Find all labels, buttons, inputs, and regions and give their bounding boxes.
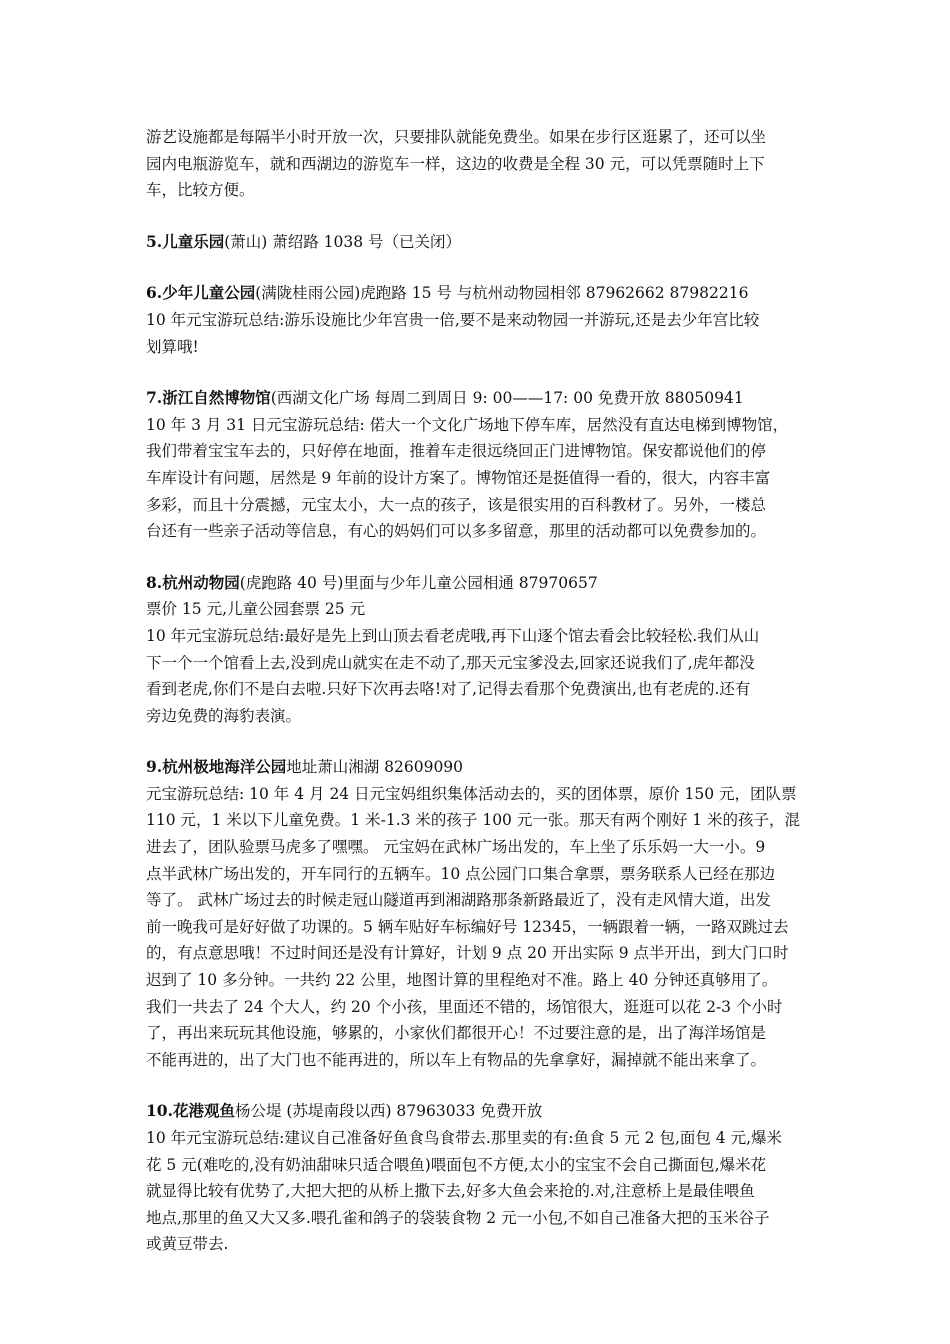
section-details: 地址萧山湘湖 82609090 bbox=[286, 758, 464, 777]
section-6-youth-park bbox=[146, 280, 926, 360]
text-line: 车，比较方便。 bbox=[146, 181, 255, 200]
text-line: 我们一共去了 24 个大人，约 20 个小孩，里面还不错的，场馆很大，逛逛可以花 2-3 个小时 bbox=[146, 997, 783, 1016]
section-title: 花港观鱼 bbox=[172, 1101, 235, 1121]
document-page bbox=[146, 124, 926, 1258]
section-title: 少年儿童公园 bbox=[162, 283, 256, 303]
text-line: 下一个一个馆看上去,没到虎山就实在走不动了,那天元宝爹没去,回家还说我们了,虎年都没 bbox=[146, 653, 755, 672]
text-line: 花 5 元(难吃的,没有奶油甜味只适合喂鱼)喂面包不方便,太小的宝宝不会自己撕面包,爆米花 bbox=[146, 1155, 767, 1174]
text-line: 游艺设施都是每隔半小时开放一次，只要排队就能免费坐。如果在步行区逛累了，还可以坐 bbox=[146, 128, 767, 146]
text-line: 园内电瓶游览车，就和西湖边的游览车一样，这边的收费是全程 30 元，可以凭票随时上下 bbox=[146, 154, 765, 173]
section-title: 杭州动物园 bbox=[162, 572, 240, 592]
text-line: 地点,那里的鱼又大又多.喂孔雀和鸽子的袋装食物 2 元一小包,不如自己准备大把的玉米谷子 bbox=[146, 1208, 770, 1227]
section-heading bbox=[146, 385, 926, 412]
section-10-flower-harbor bbox=[146, 1098, 926, 1258]
section-details: (虎跑路 40 号)里面与少年儿童公园相通 87970657 bbox=[239, 573, 598, 592]
section-number: 10. bbox=[146, 1101, 173, 1121]
text-line: 前一晚我可是好好做了功课的。5 辆车贴好车标编好号 12345，一辆跟着一辆，一路双跳过去 bbox=[146, 917, 789, 936]
text-line: 10 年元宝游玩总结:游乐设施比少年宫贵一倍,要不是来动物园一并游玩,还是去少年宫比较 bbox=[146, 310, 760, 329]
text-line: 划算哦! bbox=[146, 337, 199, 356]
intro-paragraph bbox=[146, 124, 926, 204]
section-number: 7. bbox=[146, 388, 163, 408]
text-line: 多彩，而且十分震撼，元宝太小，大一点的孩子，该是很实用的百科教材了。另外，一楼总 bbox=[146, 495, 767, 514]
text-line: 10 年元宝游玩总结:建议自己准备好鱼食鸟食带去.那里卖的有:鱼食 5 元 2 包,面包 4 元,爆米 bbox=[146, 1129, 783, 1147]
text-line: 迟到了 10 多分钟。一共约 22 公里，地图计算的里程绝对不准。路上 40 分钟还真够用了。 bbox=[146, 971, 778, 990]
text-line: 10 年 3 月 31 日元宝游玩总结: 偌大一个文化广场地下停车库，居然没有直达电梯到博物馆， bbox=[146, 415, 789, 434]
section-title: 杭州极地海洋公园 bbox=[162, 757, 287, 777]
section-number: 8. bbox=[146, 572, 163, 592]
text-line: 旁边免费的海豹表演。 bbox=[146, 706, 302, 725]
section-details: (满陇桂雨公园)虎跑路 15 号 与杭州动物园相邻 87962662 87982216 bbox=[255, 284, 749, 303]
section-9-ocean-park bbox=[146, 754, 926, 1073]
text-line: 点半武林广场出发的，开车同行的五辆车。10 点公园门口集合拿票，票务联系人已经在那边 bbox=[146, 864, 776, 883]
text-line: 就显得比较有优势了,大把大把的从桥上撒下去,好多大鱼会来抢的.对,注意桥上是最佳喂鱼 bbox=[146, 1182, 755, 1201]
text-line: 票价 15 元,儿童公园套票 25 元 bbox=[146, 600, 366, 619]
section-number: 6. bbox=[146, 283, 163, 303]
text-line: 我们带着宝宝车去的，只好停在地面，推着车走很远绕回正门进博物馆。保安都说他们的停 bbox=[146, 442, 767, 461]
section-title: 浙江自然博物馆 bbox=[162, 388, 271, 408]
section-title: 儿童乐园 bbox=[162, 231, 225, 251]
section-heading bbox=[146, 754, 926, 781]
section-heading bbox=[146, 1098, 926, 1125]
text-line: 了，再出来玩玩其他设施，够累的，小家伙们都很开心！不过要注意的是，出了海洋场馆是 bbox=[146, 1024, 767, 1043]
text-line: 10 年元宝游玩总结:最好是先上到山顶去看老虎哦,再下山逐个馆去看会比较轻松.我们从山 bbox=[146, 626, 760, 645]
text-line: 等了。 武林广场过去的时候走冠山隧道再到湘湖路那条新路最近了，没有走风情大道，出发 bbox=[146, 891, 771, 910]
text-line: 的，有点意思哦！不过时间还是没有计算好，计划 9 点 20 开出实际 9 点半开出，到大门口时 bbox=[146, 944, 789, 963]
text-line: 110 元，1 米以下儿童免费。1 米-1.3 米的孩子 100 元一张。那天有两个刚好 1 米的孩子，混 bbox=[146, 811, 801, 830]
section-details: (西湖文化广场 每周二到周日 9: 00——17: 00 免费开放 88050941 bbox=[270, 389, 744, 408]
section-number: 9. bbox=[146, 757, 163, 777]
section-heading bbox=[146, 229, 926, 256]
section-number: 5. bbox=[146, 231, 163, 251]
section-5-children-park bbox=[146, 229, 926, 256]
section-details: 杨公堤 (苏堤南段以西) 87963033 免费开放 bbox=[234, 1102, 543, 1121]
section-heading bbox=[146, 570, 926, 597]
section-heading bbox=[146, 280, 926, 307]
text-line: 看到老虎,你们不是白去啦.只好下次再去咯!对了,记得去看那个免费演出,也有老虎的.还有 bbox=[146, 680, 751, 699]
text-line: 元宝游玩总结: 10 年 4 月 24 日元宝妈组织集体活动去的，买的团体票，原价 150 元，团队票 bbox=[146, 784, 797, 803]
text-line: 车库设计有问题，居然是 9 年前的设计方案了。博物馆还是挺值得一看的，很大，内容丰富 bbox=[146, 468, 771, 487]
section-details: (萧山) 萧绍路 1038 号（已关闭） bbox=[224, 232, 462, 251]
text-line: 台还有一些亲子活动等信息，有心的妈妈们可以多多留意，那里的活动都可以免费参加的。 bbox=[146, 522, 767, 541]
text-line: 进去了，团队验票马虎多了嘿嘿。 元宝妈在武林广场出发的，车上坐了乐乐妈一大一小。9 bbox=[146, 838, 766, 857]
section-7-natural-museum bbox=[146, 385, 926, 545]
text-line: 或黄豆带去. bbox=[146, 1235, 229, 1254]
text-line: 不能再进的，出了大门也不能再进的，所以车上有物品的先拿拿好，漏掉就不能出来拿了。 bbox=[146, 1050, 767, 1069]
section-8-zoo bbox=[146, 570, 926, 730]
